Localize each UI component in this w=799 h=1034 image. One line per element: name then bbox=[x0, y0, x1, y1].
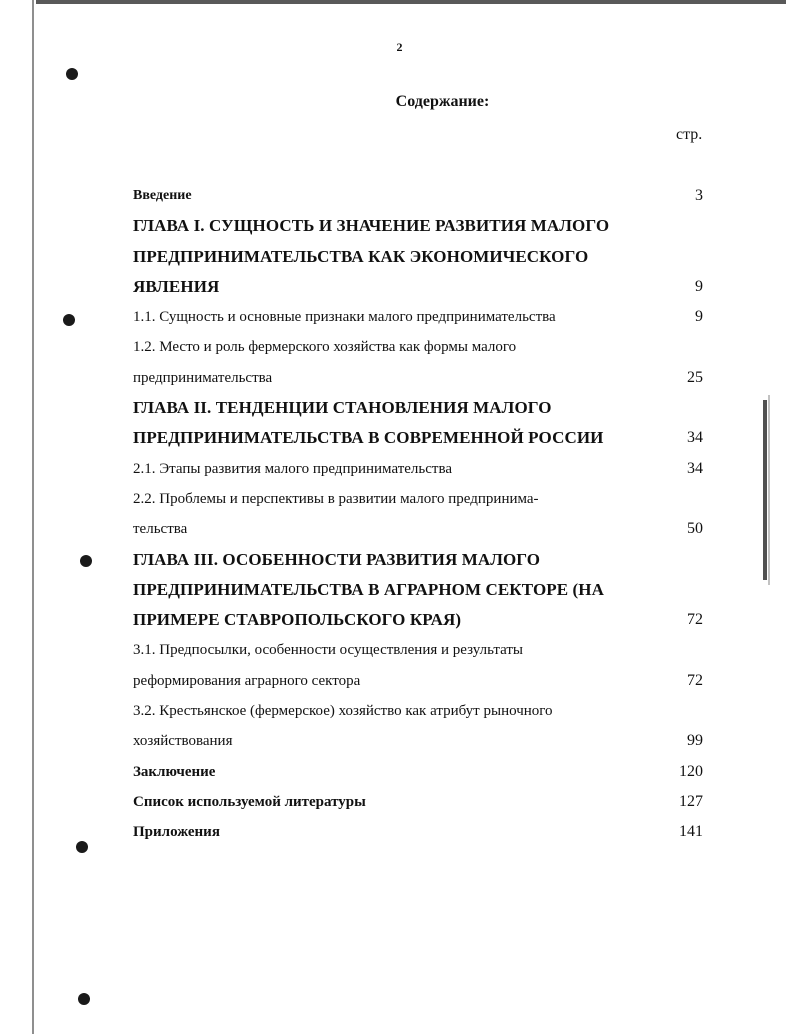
toc-entry-page: 34 bbox=[687, 459, 703, 477]
scan-edge-left bbox=[32, 0, 34, 1034]
punch-hole-mark bbox=[66, 68, 78, 80]
toc-entry-page: 99 bbox=[687, 732, 703, 750]
scan-edge-top bbox=[36, 0, 786, 4]
toc-entry-page: 50 bbox=[687, 520, 703, 538]
scan-artifact-right bbox=[763, 400, 767, 580]
punch-hole-mark bbox=[80, 555, 92, 567]
toc-entry-text: ПРЕДПРИНИМАТЕЛЬСТВА В АГРАРНОМ СЕКТОРЕ (НА bbox=[133, 579, 605, 599]
toc-entry-text: ПРИМЕРЕ СТАВРОПОЛЬСКОГО КРАЯ) bbox=[133, 610, 462, 630]
toc-entry-page: 120 bbox=[679, 762, 703, 780]
toc-entry-text: Список используемой литературы bbox=[133, 793, 366, 810]
toc-entry-text: 2.2. Проблемы и перспективы в развитии малого предпринима- bbox=[133, 490, 539, 507]
toc-entry-chapter-3 bbox=[133, 545, 713, 636]
toc-entry-text: Приложения bbox=[133, 824, 220, 841]
table-of-contents bbox=[133, 181, 713, 848]
toc-entry-text: 3.2. Крестьянское (фермерское) хозяйство как атрибут рыночного bbox=[133, 703, 553, 720]
toc-entry-page: 34 bbox=[687, 429, 703, 447]
toc-entry-page: 72 bbox=[687, 611, 703, 629]
toc-entry-introduction bbox=[133, 181, 713, 211]
toc-entry-bibliography bbox=[133, 787, 713, 817]
toc-entry-text: ПРЕДПРИНИМАТЕЛЬСТВА КАК ЭКОНОМИЧЕСКОГО bbox=[133, 246, 589, 266]
toc-entry-text: ПРЕДПРИНИМАТЕЛЬСТВА В СОВРЕМЕННОЙ РОССИИ bbox=[133, 428, 604, 448]
toc-entry-chapter-1 bbox=[133, 211, 713, 302]
punch-hole-mark bbox=[78, 993, 90, 1005]
toc-entry-page: 72 bbox=[687, 671, 703, 689]
toc-entry-appendices bbox=[133, 817, 713, 847]
toc-entry-page: 141 bbox=[679, 823, 703, 841]
toc-entry-text: ГЛАВА III. ОСОБЕННОСТИ РАЗВИТИЯ МАЛОГО bbox=[133, 549, 541, 569]
toc-entry-text: 1.2. Место и роль фермерского хозяйства как формы малого bbox=[133, 339, 517, 356]
toc-entry-text: Заключение bbox=[133, 763, 216, 780]
scan-artifact-right-faint bbox=[768, 395, 770, 585]
toc-entry-section-2-1 bbox=[133, 454, 713, 484]
toc-entry-section-1-2 bbox=[133, 332, 713, 393]
toc-entry-text: реформирования аграрного сектора bbox=[133, 672, 361, 689]
page-number: 2 bbox=[396, 40, 403, 54]
toc-entry-chapter-2 bbox=[133, 393, 713, 454]
toc-entry-text: предпринимательства bbox=[133, 369, 273, 386]
toc-entry-page: 25 bbox=[687, 368, 703, 386]
toc-entry-section-3-2 bbox=[133, 696, 713, 757]
toc-entry-text: Введение bbox=[133, 188, 192, 203]
toc-entry-text: 3.1. Предпосылки, особенности осуществления и результаты bbox=[133, 642, 523, 659]
toc-entry-section-1-1 bbox=[133, 302, 713, 332]
toc-entry-text: тельства bbox=[133, 521, 188, 538]
toc-entry-section-3-1 bbox=[133, 635, 713, 696]
toc-entry-text: ЯВЛЕНИЯ bbox=[133, 276, 220, 296]
toc-entry-page: 9 bbox=[695, 277, 703, 295]
toc-entry-text: 2.1. Этапы развития малого предпринимательства bbox=[133, 460, 453, 477]
toc-title: Содержание: bbox=[395, 93, 490, 110]
toc-entry-section-2-2 bbox=[133, 484, 713, 545]
toc-entry-page: 127 bbox=[679, 792, 703, 810]
page-column-label: стр. bbox=[676, 126, 703, 143]
punch-hole-mark bbox=[76, 841, 88, 853]
toc-entry-page: 9 bbox=[695, 308, 703, 326]
toc-entry-text: ГЛАВА I. СУЩНОСТЬ И ЗНАЧЕНИЕ РАЗВИТИЯ МАЛОГО bbox=[133, 216, 610, 236]
toc-entry-text: 1.1. Сущность и основные признаки малого предпринимательства bbox=[133, 309, 556, 326]
toc-entry-text: хозяйствования bbox=[133, 733, 233, 750]
punch-hole-mark bbox=[63, 314, 75, 326]
toc-entry-text: ГЛАВА II. ТЕНДЕНЦИИ СТАНОВЛЕНИЯ МАЛОГО bbox=[133, 398, 552, 418]
toc-entry-page: 3 bbox=[695, 187, 703, 204]
toc-entry-conclusion bbox=[133, 757, 713, 787]
